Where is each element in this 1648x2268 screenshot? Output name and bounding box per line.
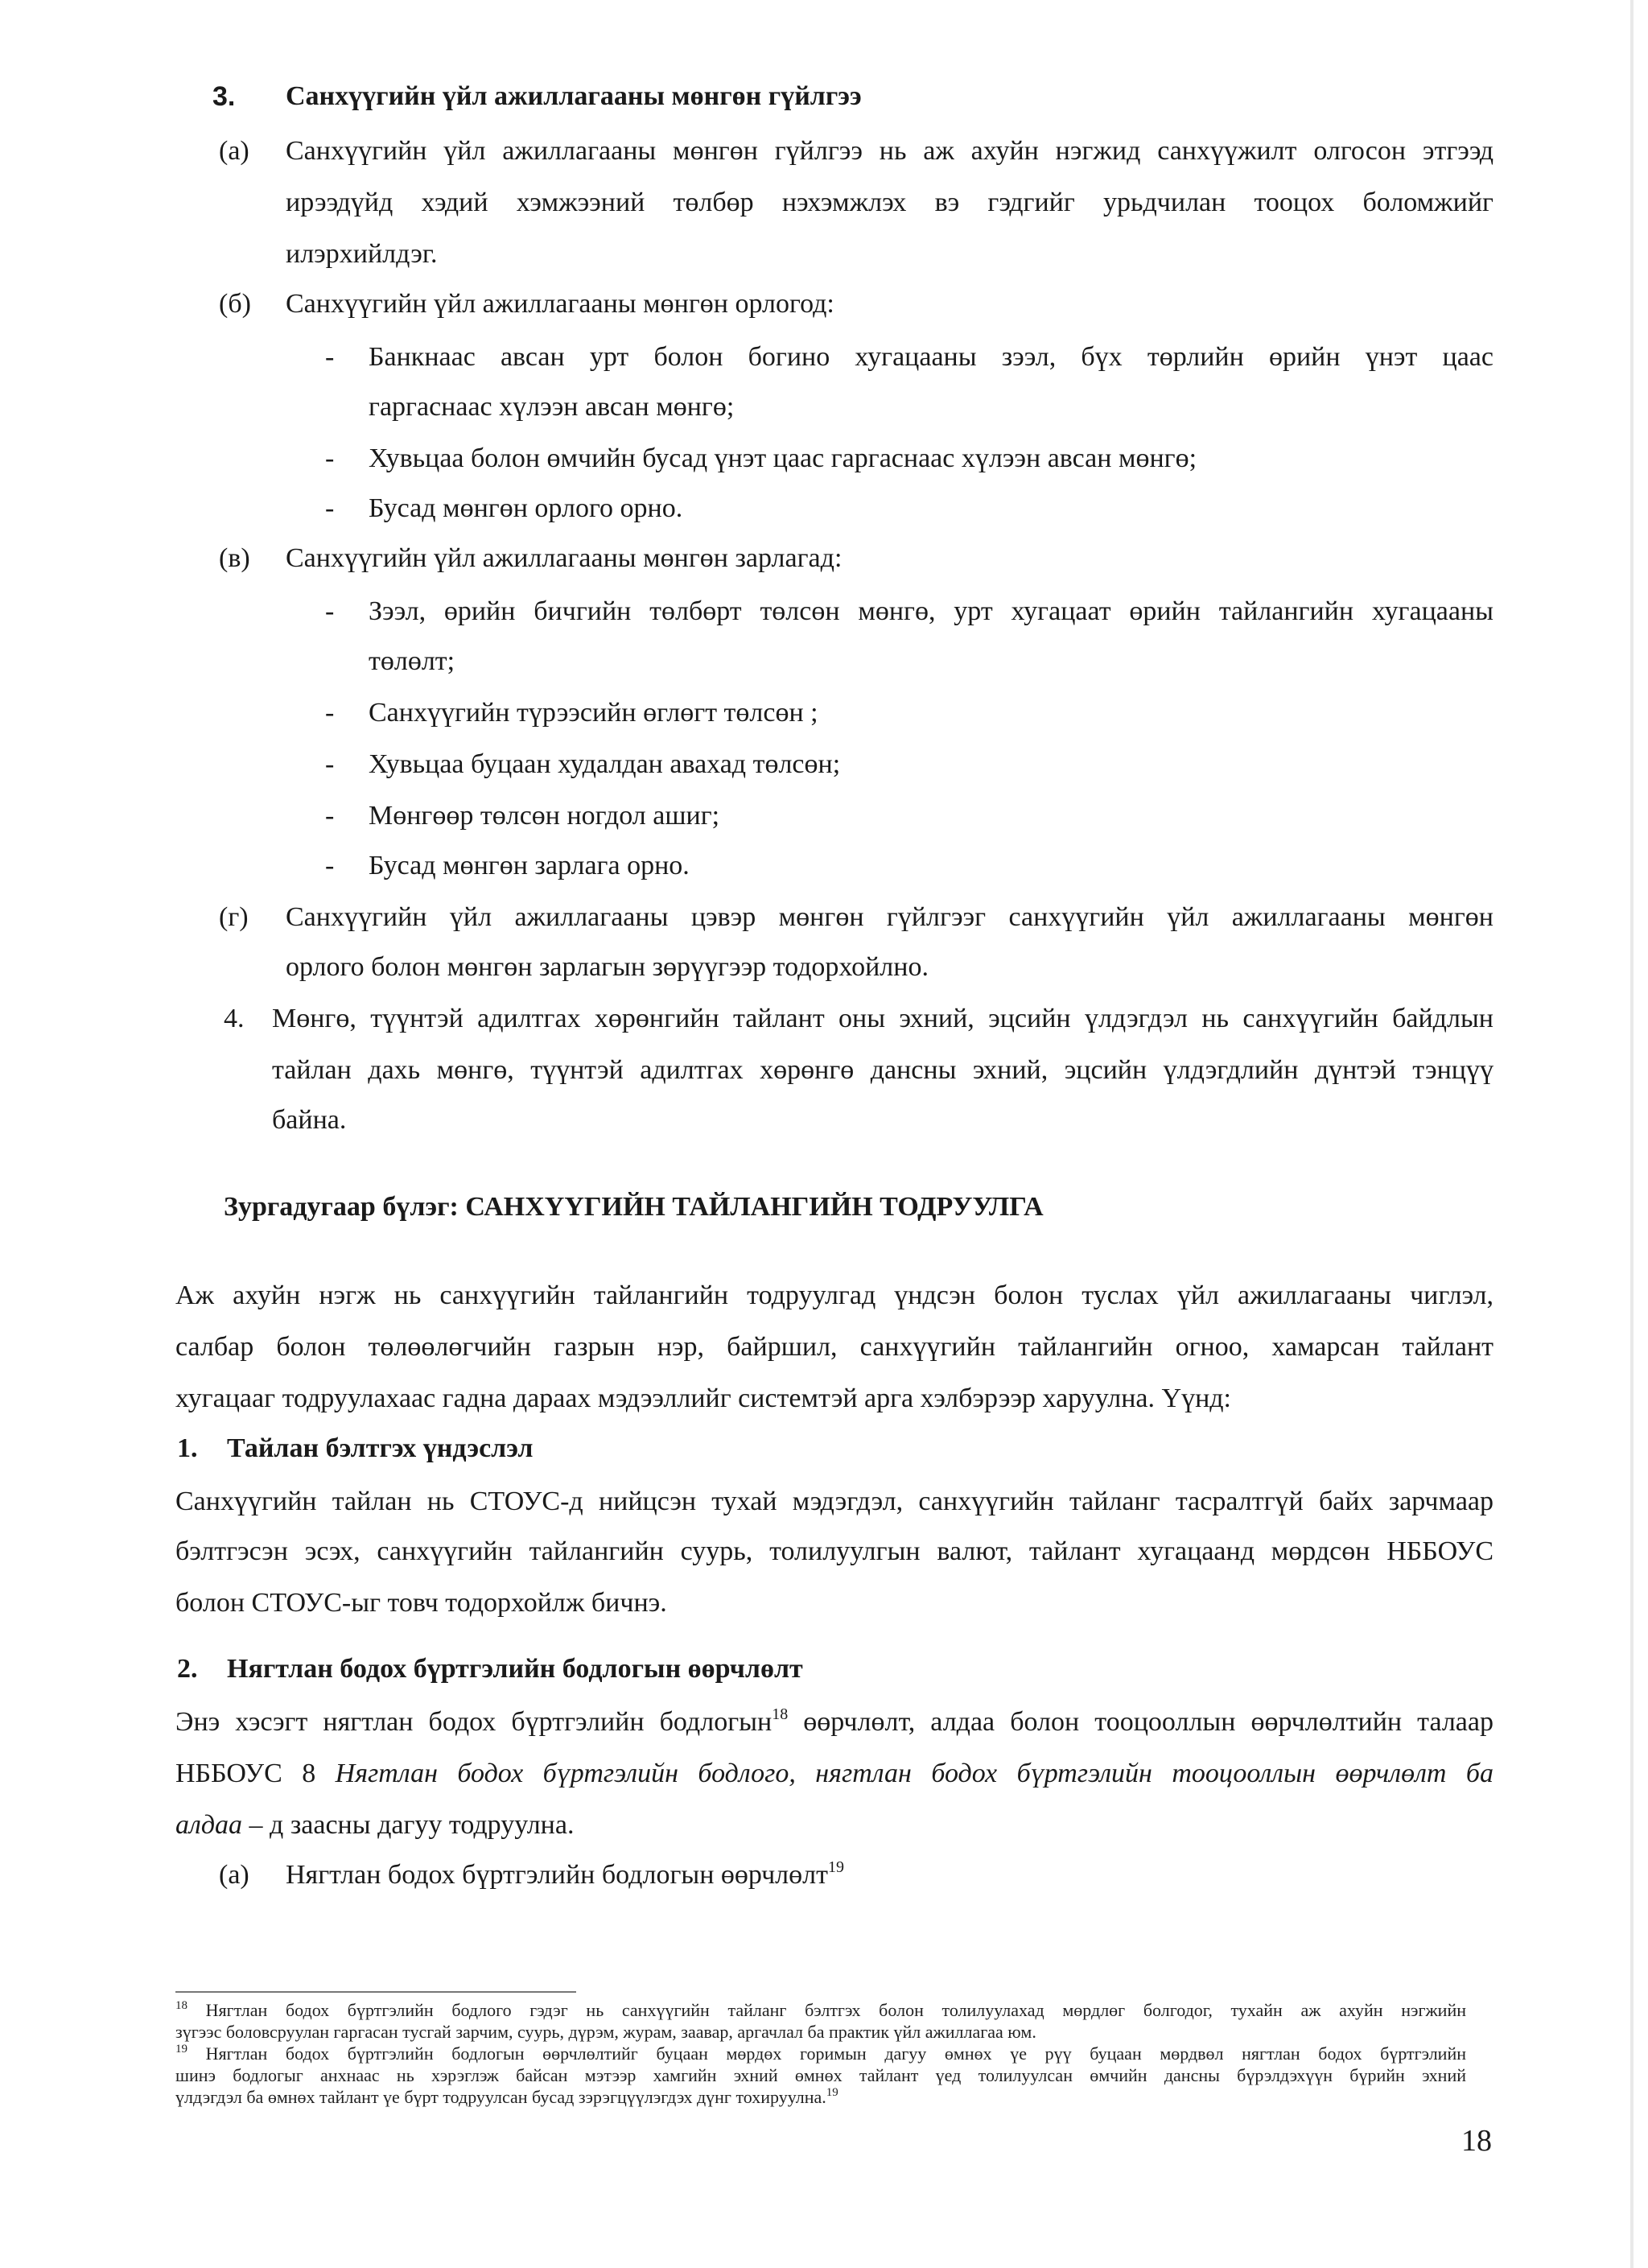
subsection-1-number: 1.: [177, 1433, 198, 1463]
italic-text-run: алдаа: [175, 1810, 243, 1840]
subsection-2-line-3: [175, 1809, 574, 1841]
bullet-dash: -: [325, 596, 335, 626]
bullet-dash: -: [325, 493, 335, 523]
list-item-v-1-line-2: төлөлт;: [369, 646, 455, 676]
subsection-1-line-2: бэлтгэсэн эсэх, санхүүгийн тайлангийн суурь, толилуулгын валют, тайлант хугацаанд мөрдсөн НББОУС: [175, 1536, 1494, 1566]
text-run: – д заасны дагуу тодруулна.: [242, 1810, 575, 1840]
list-item-v-5: Бусад мөнгөн зарлага орно.: [369, 851, 690, 880]
section-4-number: 4.: [224, 1004, 245, 1033]
footnote-ref-18[interactable]: 18: [772, 1705, 789, 1723]
page-edge-shadow: [1630, 0, 1634, 2268]
item-a-label: (а): [219, 136, 249, 166]
page-number: 18: [1461, 2124, 1492, 2158]
footnote-19-marker: 19: [175, 2043, 187, 2056]
chapter-intro-line-3: хугацааг тодруулахаас гадна дараах мэдээллийг системтэй арга хэлбэрээр харуулна. Үүнд:: [175, 1383, 1232, 1413]
subsection-2-item-a-text: [286, 1859, 844, 1891]
subsection-2-number: 2.: [177, 1654, 198, 1684]
bullet-dash: -: [325, 342, 335, 372]
section-4-line-3: байна.: [272, 1105, 347, 1135]
text-run: Нягтлан бодох бүртгэлийн бодлогын өөрчлөлтийг буцаан мөрдөх горимын дагуу өмнөх үе рүү буцаан мөрдвөл нягтлан бодох бүртгэлийн: [205, 2043, 1467, 2064]
item-g-line-2: орлого болон мөнгөн зарлагын зөрүүгээр тодорхойлно.: [286, 952, 929, 982]
subsection-1-line-3: болон СТОУС-ыг товч тодорхойлж бичнэ.: [175, 1588, 667, 1618]
subsection-2-line-1: [175, 1706, 1494, 1738]
footnote-19-line-3: [175, 2086, 838, 2108]
footnote-19-line-1: [175, 2043, 1466, 2064]
item-b-label: (б): [219, 289, 251, 319]
subsection-2-item-a-label: (а): [219, 1860, 249, 1890]
footnote-18-line-1: [175, 1999, 1466, 2021]
subsection-1-line-1: Санхүүгийн тайлан нь СТОУС-д нийцсэн тухай мэдэгдэл, санхүүгийн тайланг тасралтгүй байх зарчмаар: [175, 1487, 1494, 1516]
footnote-18-marker: 18: [175, 1999, 187, 2012]
list-item-b-1-line-1: Банкнаас авсан урт болон богино хугацааны зээл, бүх төрлийн өрийн үнэт цаас: [369, 342, 1494, 372]
footnote-18-line-2: зүгээс боловсруулан гаргасан тусгай зарчим, суурь, дүрэм, журам, заавар, аргачлал ба практик үйл ажиллагаа юм.: [175, 2022, 1036, 2042]
text-run: Нягтлан бодох бүртгэлийн бодлогын өөрчлөлт: [286, 1860, 828, 1890]
text-run: Энэ хэсэгт нягтлан бодох бүртгэлийн бодлогын: [175, 1707, 772, 1737]
text-run: өөрчлөлт, алдаа болон тооцооллын өөрчлөлтийн талаар: [788, 1707, 1494, 1737]
bullet-dash: -: [325, 801, 335, 831]
bullet-dash: -: [325, 698, 335, 728]
footnote-ref-19[interactable]: 19: [827, 1858, 844, 1876]
list-item-b-1-line-2: гаргаснаас хүлээн авсан мөнгө;: [369, 392, 735, 422]
chapter-title: Зургадугаар бүлэг: САНХҮҮГИЙН ТАЙЛАНГИЙН ТОДРУУЛГА: [224, 1192, 1044, 1222]
subsection-2-title: Нягтлан бодох бүртгэлийн бодлогын өөрчлөлт: [227, 1654, 803, 1684]
chapter-intro-line-2: салбар болон төлөөлөгчийн газрын нэр, байршил, санхүүгийн тайлангийн огноо, хамарсан тайлант: [175, 1332, 1494, 1362]
list-item-v-1-line-1: Зээл, өрийн бичгийн төлбөрт төлсөн мөнгө, урт хугацаат өрийн тайлангийн хугацааны: [369, 596, 1494, 626]
list-item-v-2: Санхүүгийн түрээсийн өглөгт төлсөн ;: [369, 698, 818, 728]
item-g-label: (г): [219, 902, 249, 932]
section-4-line-1: Мөнгө, түүнтэй адилтгах хөрөнгийн тайлант оны эхний, эцсийн үлдэгдэл нь санхүүгийн байдлын: [272, 1004, 1494, 1033]
footnote-19-repeat-marker: 19: [826, 2086, 838, 2099]
item-a-line-1: Санхүүгийн үйл ажиллагааны мөнгөн гүйлгээ нь аж ахуйн нэгжид санхүүжилт олгосон этгээд: [286, 136, 1494, 166]
text-run: Нягтлан бодох бүртгэлийн бодлого гэдэг нь санхүүгийн тайланг бэлтгэх болон толилуулахад мөрдлөг болгодог, тухайн аж ахуйн нэгжийн: [205, 2000, 1467, 2020]
item-g-line-1: Санхүүгийн үйл ажиллагааны цэвэр мөнгөн гүйлгээг санхүүгийн үйл ажиллагааны мөнгөн: [286, 902, 1494, 932]
footnote-19-line-2: шинэ бодлогыг анхнаас нь хэрэглэж байсан мэтээр хамгийн эхний өмнөх тайлант үед толилуулсан өмчийн дансны бүрэлдэхүүн бүрийн эхний: [175, 2065, 1466, 2085]
chapter-intro-line-1: Аж ахуйн нэгж нь санхүүгийн тайлангийн тодруулгад үндсэн болон туслах үйл ажиллагааны чиглэл,: [175, 1280, 1494, 1310]
item-v-label: (в): [219, 543, 250, 573]
subsection-2-line-2: [175, 1758, 1494, 1790]
subsection-1-title: Тайлан бэлтгэх үндэслэл: [227, 1433, 534, 1463]
item-b-text: Санхүүгийн үйл ажиллагааны мөнгөн орлогод:: [286, 289, 834, 319]
section-4-line-2: тайлан дахь мөнгө, түүнтэй адилтгах хөрөнгө дансны эхний, эцсийн үлдэгдлийн дүнтэй тэнцүү: [272, 1055, 1494, 1085]
section-3-number: 3.: [212, 81, 236, 112]
italic-text-run: Нягтлан бодох бүртгэлийн бодлого, нягтлан бодох бүртгэлийн тооцооллын өөрчлөлт ба: [335, 1759, 1494, 1788]
list-item-v-4: Мөнгөөр төлсөн ногдол ашиг;: [369, 801, 720, 831]
list-item-v-3: Хувьцаа буцаан худалдан авахад төлсөн;: [369, 749, 841, 779]
item-v-text: Санхүүгийн үйл ажиллагааны мөнгөн зарлагад:: [286, 543, 843, 573]
text-run: НББОУС 8: [175, 1759, 336, 1788]
item-a-line-3: илэрхийлдэг.: [286, 239, 438, 269]
bullet-dash: -: [325, 749, 335, 779]
bullet-dash: -: [325, 443, 335, 473]
text-run: үлдэгдэл ба өмнөх тайлант үе бүрт тодруулсан бусад зэрэгцүүлэгдэх дүнг тохируулна.: [175, 2087, 826, 2107]
footnote-separator: [175, 1991, 576, 1993]
bullet-dash: -: [325, 851, 335, 880]
list-item-b-3: Бусад мөнгөн орлого орно.: [369, 493, 683, 523]
item-a-line-2: ирээдүйд хэдий хэмжээний төлбөр нэхэмжлэх вэ гэдгийг урьдчилан тооцох боломжийг: [286, 188, 1494, 217]
list-item-b-2: Хувьцаа болон өмчийн бусад үнэт цаас гаргаснаас хүлээн авсан мөнгө;: [369, 443, 1197, 473]
section-3-title: Санхүүгийн үйл ажиллагааны мөнгөн гүйлгээ: [286, 81, 862, 111]
